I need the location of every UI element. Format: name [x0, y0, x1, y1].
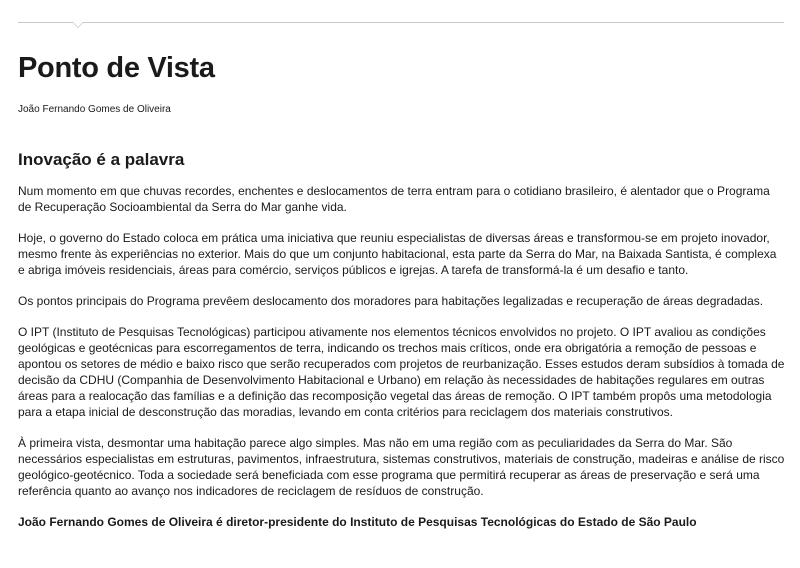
article-paragraph-4: O IPT (Instituto de Pesquisas Tecnológicas) participou ativamente nos elementos técnicos envolvidos no projeto. O IPT avaliou as condições geológicas e geotécnicas para escorregamentos de terra, indicando os trechos mais críticos, onde era obrigatória a remoção de pessoas e apontou os setores de médio e baixo risco que serão recuperados com projetos de reurbanização. Esses estudos deram subsídios à tomada de decisão da CDHU (Companhia de Desenvolvimento Habitacional e Urbano) em relação às necessidades de habitações regulares em outras áreas para a realocação das famílias e a definição das recomposição vegetal das áreas de remoção. O IPT também propôs uma metodologia para a etapa inicial de desconstrução das moradias, levando em conta critérios para reciclagem dos materiais construtivos.: [18, 325, 785, 419]
article-paragraph-1: Num momento em que chuvas recordes, enchentes e deslocamentos de terra entram para o cotidiano brasileiro, é alentador que o Programa de Recuperação Socioambiental da Serra do Mar ganhe vida.: [18, 184, 770, 214]
article-body: [18, 150, 786, 530]
article-heading: Inovação é a palavra: [18, 150, 185, 169]
page-title: Ponto de Vista: [18, 52, 215, 84]
author-byline: João Fernando Gomes de Oliveira: [18, 104, 171, 115]
article-paragraph-2: Hoje, o governo do Estado coloca em prática uma iniciativa que reuniu especialistas de diversas áreas e transformou-se em projeto inovador, mesmo frente às experiências no exterior. Mais do que um conjunto habitacional, esta parte da Serra do Mar, na Baixada Santista, é complexa e abriga imóveis residenciais, áreas para comércio, serviços públicos e igrejas. A tarefa de transformá-la é um desafio e tanto.: [18, 231, 777, 277]
top-divider: [18, 22, 784, 23]
author-signature: João Fernando Gomes de Oliveira é diretor-presidente do Instituto de Pesquisas Tecnológicas do Estado de São Paulo: [18, 515, 697, 529]
article-paragraph-3: Os pontos principais do Programa prevêem deslocamento dos moradores para habitações legalizadas e recuperação de áreas degradadas.: [18, 294, 764, 308]
divider-notch-inner: [73, 22, 83, 27]
article-paragraph-5: À primeira vista, desmontar uma habitação parece algo simples. Mas não em uma região com as peculiaridades da Serra do Mar. São necessários especialistas em estruturas, pavimentos, infraestrutura, sistemas construtivos, materiais de construção, madeiras e análise de risco geológico-geotécnico. Toda a sociedade será beneficiada com esse programa que permitirá recuperar as áreas de preservação e será uma referência quanto ao avanço nos indicadores de reciclagem de resíduos de construção.: [18, 436, 785, 498]
